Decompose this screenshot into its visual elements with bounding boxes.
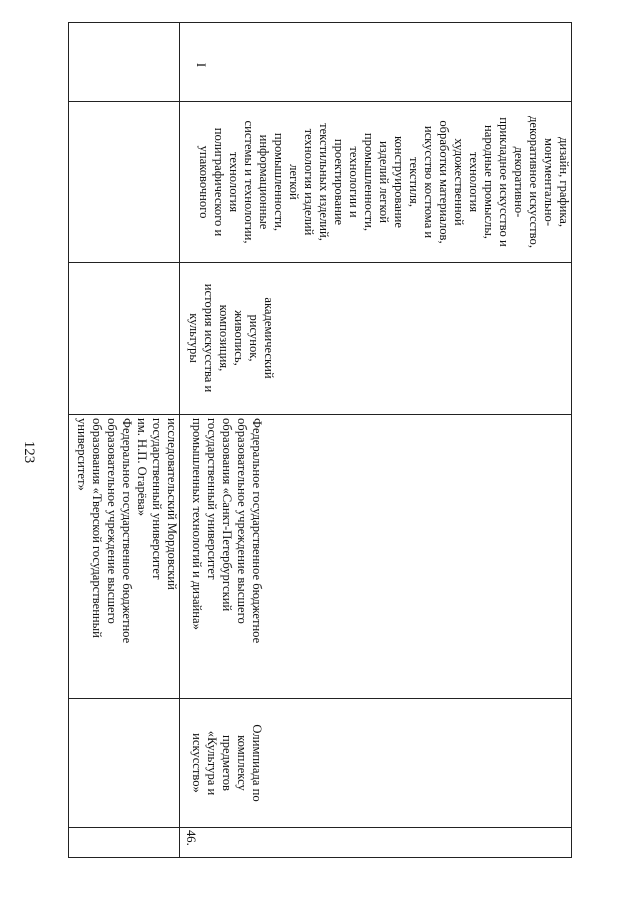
row-46-number-cell (180, 830, 198, 856)
specialty-line: дизайн, графика, (557, 136, 571, 228)
column-divider-4 (68, 262, 571, 263)
specialty-line: монументально- (542, 137, 556, 227)
column-divider-2 (68, 698, 571, 699)
subject-line: композиция, (217, 304, 231, 372)
specialty-line: информационные (257, 134, 271, 230)
prev-row-organizers-cell (69, 418, 179, 694)
olympiad-name-line: искусство» (190, 733, 204, 793)
specialty-line: проектирование (332, 138, 346, 226)
subject-line: академический (262, 297, 276, 379)
row-46-subjects-cell (182, 265, 276, 411)
specialty-line: легкой (287, 164, 301, 200)
column-divider-5 (68, 101, 571, 102)
prev-organizer-line: им. Н.П. Огарёва» (135, 418, 149, 517)
level-value: I (194, 62, 208, 68)
subject-line: рисунок, (247, 314, 261, 362)
specialty-line: текстиля, (407, 157, 421, 207)
prev-organizer-line: Федеральное государственное бюджетное (120, 418, 134, 644)
subject-line: живопись, (232, 310, 246, 366)
row-number: 46. (184, 830, 198, 846)
specialty-line: декоративное искусство, (527, 115, 541, 248)
specialty-line: текстильных изделий, (317, 123, 331, 241)
row-46-olympiad-name-cell (184, 701, 264, 825)
olympiad-name-line: «Культура и (205, 730, 219, 796)
specialty-line: технология изделий (302, 128, 316, 236)
subject-line: история искусства и (202, 283, 216, 393)
prev-organizer-line: образования «Тверской государственный (90, 418, 104, 638)
specialty-line: промышленности, (272, 132, 286, 232)
specialty-line: народные промыслы, (482, 125, 496, 239)
specialty-line: технологии и (347, 146, 361, 218)
subject-line: культуры (187, 313, 201, 363)
table-border-right (571, 22, 572, 858)
prev-organizer-line: образовательное учреждение высшего (105, 418, 119, 624)
specialty-line: прикладное искусство и (497, 117, 511, 247)
olympiad-name-line: предметов (220, 734, 234, 791)
table-border-top (68, 22, 571, 23)
specialty-line: декоративно- (512, 146, 526, 218)
olympiad-name-line: комплексу (235, 735, 249, 791)
specialty-line: изделий легкой (377, 141, 391, 223)
specialty-line: системы и технологии, (242, 120, 256, 244)
specialty-line: промышленности, (362, 132, 376, 232)
olympiad-name-line: Олимпиада по (250, 724, 264, 802)
specialty-line: обработки материалов, (437, 120, 451, 244)
organizer-line: государственный университет (205, 418, 219, 580)
specialty-line: полиграфического и (212, 127, 226, 237)
row-divider (179, 22, 180, 858)
table-border-bottom (68, 857, 571, 858)
prev-organizer-line: исследовательский Мордовский (165, 418, 179, 590)
specialty-line: искусство костюма и (422, 125, 436, 239)
organizer-line: промышленных технологий и дизайна» (190, 418, 204, 630)
row-46-organizer-cell (182, 418, 264, 694)
page-number: 123 (21, 440, 37, 464)
prev-organizer-line: университет» (75, 418, 89, 491)
column-divider-3 (68, 414, 571, 415)
specialty-line: конструирование (392, 136, 406, 228)
prev-organizer-line: государственный университет (150, 418, 164, 580)
organizer-line: образования «Санкт-Петербургский (220, 418, 234, 612)
column-divider-1 (68, 827, 571, 828)
specialty-line: художественной (452, 138, 466, 226)
specialty-line: технология (227, 151, 241, 213)
specialty-line: технология (467, 151, 481, 213)
organizer-line: Федеральное государственное бюджетное (250, 418, 264, 644)
specialty-line: упаковочного (197, 145, 211, 219)
organizer-line: образовательное учреждение высшего (235, 418, 249, 624)
row-46-level-cell (192, 50, 208, 80)
row-46-specialties-cell (181, 105, 571, 259)
